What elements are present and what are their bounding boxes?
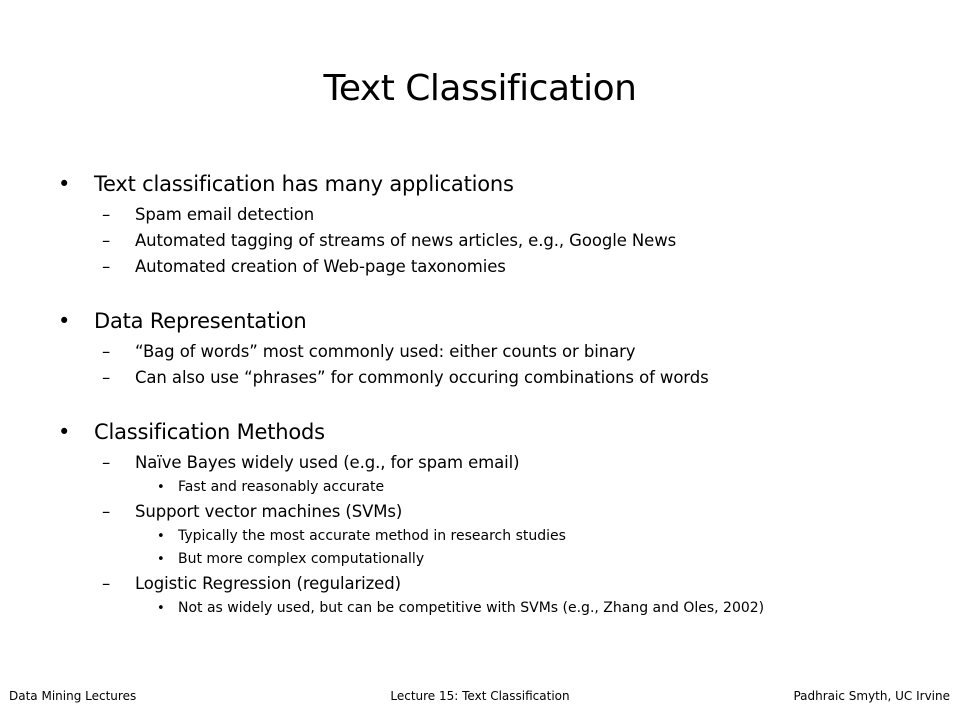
dot-symbol: • <box>157 480 165 495</box>
sub-sub-bullet-text: But more complex computationally <box>178 551 425 567</box>
slide-content <box>58 166 938 643</box>
sub-bullet-item <box>58 254 938 280</box>
sub-bullet-text: Logistic Regression (regularized) <box>135 574 401 593</box>
section-heading: Data Representation <box>94 309 307 333</box>
sub-bullet-text: Automated creation of Web-page taxonomies <box>135 257 506 276</box>
sub-bullet-item <box>58 499 938 525</box>
sub-sub-bullet-text: Not as widely used, but can be competitive with SVMs (e.g., Zhang and Oles, 2002) <box>178 600 765 616</box>
sub-sub-bullet-item <box>58 525 938 548</box>
section-classification-methods <box>58 414 938 620</box>
footer-course: Data Mining Lectures <box>9 689 137 703</box>
sub-sub-bullet-item <box>58 597 938 620</box>
sub-bullet-text: Support vector machines (SVMs) <box>135 502 403 521</box>
dash-symbol: – <box>102 453 111 472</box>
section-heading: Classification Methods <box>94 420 325 444</box>
section-heading: Text classification has many applications <box>94 172 514 196</box>
sub-bullet-text: Automated tagging of streams of news articles, e.g., Google News <box>135 231 677 250</box>
dash-symbol: – <box>102 502 111 521</box>
sub-sub-bullet-item <box>58 548 938 571</box>
sub-bullet-item <box>58 228 938 254</box>
dash-symbol: – <box>102 257 111 276</box>
bullet-item <box>58 166 938 202</box>
sub-sub-bullet-text: Typically the most accurate method in research studies <box>178 528 566 544</box>
sub-bullet-text: “Bag of words” most commonly used: either counts or binary <box>135 342 636 361</box>
dash-symbol: – <box>102 368 111 387</box>
sub-bullet-text: Naïve Bayes widely used (e.g., for spam email) <box>135 453 520 472</box>
sub-bullet-item <box>58 202 938 228</box>
sub-sub-bullet-item <box>58 476 938 499</box>
bullet-item <box>58 414 938 450</box>
bullet-symbol: • <box>58 309 71 333</box>
footer-author: Padhraic Smyth, UC Irvine <box>793 689 950 703</box>
slide-title: Text Classification <box>323 68 637 109</box>
dash-symbol: – <box>102 342 111 361</box>
dash-symbol: – <box>102 231 111 250</box>
dot-symbol: • <box>157 529 165 544</box>
bullet-item <box>58 303 938 339</box>
sub-bullet-item <box>58 365 938 391</box>
dash-symbol: – <box>102 205 111 224</box>
dot-symbol: • <box>157 552 165 567</box>
sub-bullet-item <box>58 450 938 476</box>
sub-bullet-item <box>58 339 938 365</box>
sub-bullet-text: Spam email detection <box>135 205 315 224</box>
bullet-symbol: • <box>58 172 71 196</box>
section-applications <box>58 166 938 280</box>
dot-symbol: • <box>157 601 165 616</box>
bullet-symbol: • <box>58 420 71 444</box>
sub-bullet-text: Can also use “phrases” for commonly occuring combinations of words <box>135 368 709 387</box>
section-data-representation <box>58 303 938 391</box>
sub-sub-bullet-text: Fast and reasonably accurate <box>178 479 385 495</box>
dash-symbol: – <box>102 574 111 593</box>
sub-bullet-item <box>58 571 938 597</box>
footer-lecture: Lecture 15: Text Classification <box>390 689 570 703</box>
